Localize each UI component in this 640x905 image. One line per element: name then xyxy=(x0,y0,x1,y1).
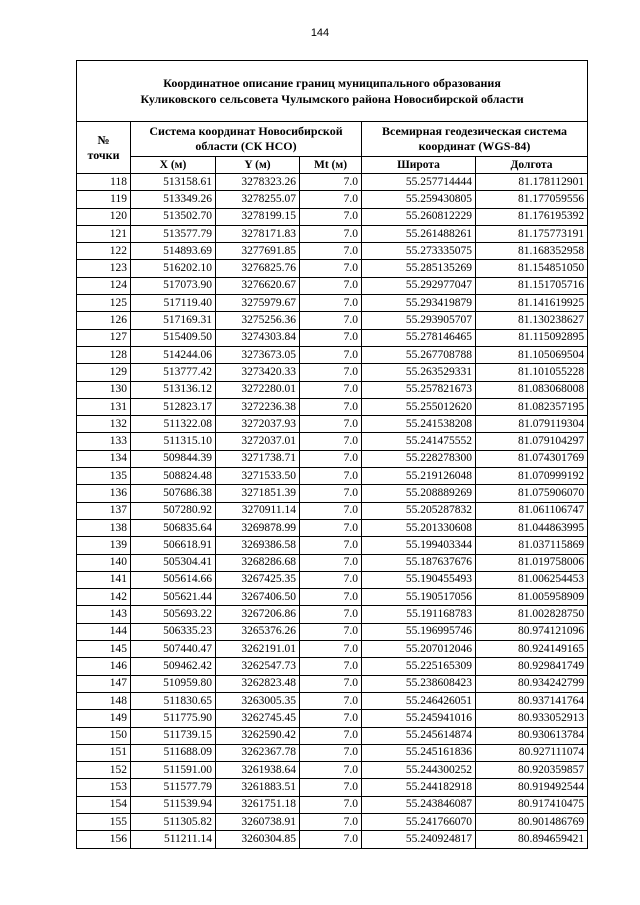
mt-cell: 7.0 xyxy=(300,606,362,623)
longitude-cell: 80.937141764 xyxy=(476,692,588,709)
header-y: Y (м) xyxy=(216,157,300,174)
x-cell: 509844.39 xyxy=(131,450,216,467)
table-row xyxy=(77,485,588,502)
point-number-cell: 127 xyxy=(77,329,131,346)
longitude-cell: 81.178112901 xyxy=(476,174,588,191)
longitude-cell: 81.082357195 xyxy=(476,398,588,415)
longitude-cell: 81.168352958 xyxy=(476,243,588,260)
point-number-cell: 146 xyxy=(77,658,131,675)
latitude-cell: 55.205287832 xyxy=(362,502,476,519)
x-cell: 513158.61 xyxy=(131,174,216,191)
x-cell: 510959.80 xyxy=(131,675,216,692)
point-number-cell: 138 xyxy=(77,519,131,536)
header-mt: Mt (м) xyxy=(300,157,362,174)
x-cell: 512823.17 xyxy=(131,398,216,415)
point-number-cell: 132 xyxy=(77,416,131,433)
mt-cell: 7.0 xyxy=(300,537,362,554)
x-cell: 509462.42 xyxy=(131,658,216,675)
y-cell: 3267406.50 xyxy=(216,589,300,606)
header-longitude: Долгота xyxy=(476,157,588,174)
mt-cell: 7.0 xyxy=(300,225,362,242)
table-row xyxy=(77,692,588,709)
latitude-cell: 55.191168783 xyxy=(362,606,476,623)
y-cell: 3268286.68 xyxy=(216,554,300,571)
point-number-cell: 150 xyxy=(77,727,131,744)
x-cell: 517073.90 xyxy=(131,277,216,294)
mt-cell: 7.0 xyxy=(300,571,362,588)
y-cell: 3272037.01 xyxy=(216,433,300,450)
mt-cell: 7.0 xyxy=(300,174,362,191)
mt-cell: 7.0 xyxy=(300,623,362,640)
latitude-cell: 55.187637676 xyxy=(362,554,476,571)
x-cell: 511322.08 xyxy=(131,416,216,433)
point-number-cell: 122 xyxy=(77,243,131,260)
mt-cell: 7.0 xyxy=(300,243,362,260)
x-cell: 513777.42 xyxy=(131,364,216,381)
latitude-cell: 55.267708788 xyxy=(362,346,476,363)
y-cell: 3275256.36 xyxy=(216,312,300,329)
mt-cell: 7.0 xyxy=(300,727,362,744)
table-row xyxy=(77,243,588,260)
table-row xyxy=(77,571,588,588)
point-number-cell: 140 xyxy=(77,554,131,571)
y-cell: 3271738.71 xyxy=(216,450,300,467)
y-cell: 3273420.33 xyxy=(216,364,300,381)
mt-cell: 7.0 xyxy=(300,468,362,485)
y-cell: 3276620.67 xyxy=(216,277,300,294)
table-row xyxy=(77,208,588,225)
longitude-cell: 80.929841749 xyxy=(476,658,588,675)
point-number-cell: 139 xyxy=(77,537,131,554)
longitude-cell: 81.074301769 xyxy=(476,450,588,467)
x-cell: 505621.44 xyxy=(131,589,216,606)
table-row xyxy=(77,502,588,519)
table-row xyxy=(77,329,588,346)
x-cell: 517169.31 xyxy=(131,312,216,329)
point-number-cell: 156 xyxy=(77,831,131,848)
latitude-cell: 55.201330608 xyxy=(362,519,476,536)
y-cell: 3265376.26 xyxy=(216,623,300,640)
x-cell: 508824.48 xyxy=(131,468,216,485)
x-cell: 513349.26 xyxy=(131,191,216,208)
latitude-cell: 55.261488261 xyxy=(362,225,476,242)
y-cell: 3262191.01 xyxy=(216,641,300,658)
x-cell: 511539.94 xyxy=(131,796,216,813)
y-cell: 3274303.84 xyxy=(216,329,300,346)
longitude-cell: 81.130238627 xyxy=(476,312,588,329)
table-row xyxy=(77,191,588,208)
y-cell: 3260738.91 xyxy=(216,813,300,830)
x-cell: 506835.64 xyxy=(131,519,216,536)
mt-cell: 7.0 xyxy=(300,796,362,813)
x-cell: 511577.79 xyxy=(131,779,216,796)
mt-cell: 7.0 xyxy=(300,295,362,312)
x-cell: 511305.82 xyxy=(131,813,216,830)
point-number-cell: 137 xyxy=(77,502,131,519)
mt-cell: 7.0 xyxy=(300,346,362,363)
point-number-cell: 135 xyxy=(77,468,131,485)
x-cell: 511830.65 xyxy=(131,692,216,709)
mt-cell: 7.0 xyxy=(300,710,362,727)
table-row xyxy=(77,260,588,277)
longitude-cell: 80.930613784 xyxy=(476,727,588,744)
table-row xyxy=(77,537,588,554)
mt-cell: 7.0 xyxy=(300,260,362,277)
mt-cell: 7.0 xyxy=(300,589,362,606)
title-line-2: Куликовского сельсовета Чулымского района Новосибирской области xyxy=(140,92,524,106)
latitude-cell: 55.278146465 xyxy=(362,329,476,346)
y-cell: 3269386.58 xyxy=(216,537,300,554)
point-number-cell: 128 xyxy=(77,346,131,363)
longitude-cell: 81.101055228 xyxy=(476,364,588,381)
y-cell: 3269878.99 xyxy=(216,519,300,536)
mt-cell: 7.0 xyxy=(300,381,362,398)
longitude-cell: 81.079104297 xyxy=(476,433,588,450)
longitude-cell: 80.934242799 xyxy=(476,675,588,692)
y-cell: 3262590.42 xyxy=(216,727,300,744)
longitude-cell: 81.044863995 xyxy=(476,519,588,536)
longitude-cell: 81.005958909 xyxy=(476,589,588,606)
table-row xyxy=(77,762,588,779)
point-number-cell: 125 xyxy=(77,295,131,312)
mt-cell: 7.0 xyxy=(300,364,362,381)
latitude-cell: 55.257821673 xyxy=(362,381,476,398)
header-latitude: Широта xyxy=(362,157,476,174)
latitude-cell: 55.245161836 xyxy=(362,744,476,761)
mt-cell: 7.0 xyxy=(300,779,362,796)
point-number-cell: 124 xyxy=(77,277,131,294)
longitude-cell: 80.974121096 xyxy=(476,623,588,640)
latitude-cell: 55.245614874 xyxy=(362,727,476,744)
latitude-cell: 55.207012046 xyxy=(362,641,476,658)
mt-cell: 7.0 xyxy=(300,433,362,450)
latitude-cell: 55.244182918 xyxy=(362,779,476,796)
mt-cell: 7.0 xyxy=(300,312,362,329)
point-number-cell: 136 xyxy=(77,485,131,502)
table-row xyxy=(77,519,588,536)
longitude-cell: 80.927111074 xyxy=(476,744,588,761)
longitude-cell: 81.061106747 xyxy=(476,502,588,519)
y-cell: 3277691.85 xyxy=(216,243,300,260)
table-row xyxy=(77,450,588,467)
longitude-cell: 81.105069504 xyxy=(476,346,588,363)
point-number-cell: 134 xyxy=(77,450,131,467)
x-cell: 505304.41 xyxy=(131,554,216,571)
mt-cell: 7.0 xyxy=(300,416,362,433)
longitude-cell: 81.006254453 xyxy=(476,571,588,588)
y-cell: 3278199.15 xyxy=(216,208,300,225)
latitude-cell: 55.246426051 xyxy=(362,692,476,709)
latitude-cell: 55.244300252 xyxy=(362,762,476,779)
point-number-cell: 141 xyxy=(77,571,131,588)
table-row xyxy=(77,658,588,675)
longitude-cell: 81.019758006 xyxy=(476,554,588,571)
x-cell: 507686.38 xyxy=(131,485,216,502)
y-cell: 3271533.50 xyxy=(216,468,300,485)
coordinates-table xyxy=(76,60,588,849)
longitude-cell: 80.924149165 xyxy=(476,641,588,658)
table-row xyxy=(77,174,588,191)
table-row xyxy=(77,813,588,830)
y-cell: 3263005.35 xyxy=(216,692,300,709)
longitude-cell: 81.037115869 xyxy=(476,537,588,554)
table-row xyxy=(77,225,588,242)
x-cell: 516202.10 xyxy=(131,260,216,277)
table-row xyxy=(77,277,588,294)
longitude-cell: 81.083068008 xyxy=(476,381,588,398)
mt-cell: 7.0 xyxy=(300,502,362,519)
table-row xyxy=(77,468,588,485)
mt-cell: 7.0 xyxy=(300,744,362,761)
x-cell: 511211.14 xyxy=(131,831,216,848)
x-cell: 517119.40 xyxy=(131,295,216,312)
longitude-cell: 81.070999192 xyxy=(476,468,588,485)
table-row xyxy=(77,416,588,433)
latitude-cell: 55.208889269 xyxy=(362,485,476,502)
y-cell: 3278323.26 xyxy=(216,174,300,191)
x-cell: 513577.79 xyxy=(131,225,216,242)
mt-cell: 7.0 xyxy=(300,191,362,208)
table-row xyxy=(77,675,588,692)
latitude-cell: 55.273335075 xyxy=(362,243,476,260)
point-number-cell: 118 xyxy=(77,174,131,191)
latitude-cell: 55.243846087 xyxy=(362,796,476,813)
mt-cell: 7.0 xyxy=(300,675,362,692)
y-cell: 3260304.85 xyxy=(216,831,300,848)
mt-cell: 7.0 xyxy=(300,450,362,467)
latitude-cell: 55.219126048 xyxy=(362,468,476,485)
x-cell: 507280.92 xyxy=(131,502,216,519)
y-cell: 3267206.86 xyxy=(216,606,300,623)
point-number-cell: 120 xyxy=(77,208,131,225)
latitude-cell: 55.241475552 xyxy=(362,433,476,450)
longitude-cell: 80.920359857 xyxy=(476,762,588,779)
latitude-cell: 55.245941016 xyxy=(362,710,476,727)
y-cell: 3272280.01 xyxy=(216,381,300,398)
mt-cell: 7.0 xyxy=(300,831,362,848)
y-cell: 3272037.93 xyxy=(216,416,300,433)
point-number-cell: 152 xyxy=(77,762,131,779)
table-row xyxy=(77,312,588,329)
longitude-cell: 81.075906070 xyxy=(476,485,588,502)
latitude-cell: 55.238608423 xyxy=(362,675,476,692)
mt-cell: 7.0 xyxy=(300,813,362,830)
y-cell: 3278255.07 xyxy=(216,191,300,208)
latitude-cell: 55.263529331 xyxy=(362,364,476,381)
y-cell: 3262745.45 xyxy=(216,710,300,727)
table-row xyxy=(77,346,588,363)
latitude-cell: 55.241766070 xyxy=(362,813,476,830)
longitude-cell: 80.919492544 xyxy=(476,779,588,796)
mt-cell: 7.0 xyxy=(300,329,362,346)
longitude-cell: 80.894659421 xyxy=(476,831,588,848)
y-cell: 3273673.05 xyxy=(216,346,300,363)
table-row xyxy=(77,623,588,640)
point-number-cell: 145 xyxy=(77,641,131,658)
longitude-cell: 81.177059556 xyxy=(476,191,588,208)
y-cell: 3262547.73 xyxy=(216,658,300,675)
latitude-cell: 55.190517056 xyxy=(362,589,476,606)
mt-cell: 7.0 xyxy=(300,692,362,709)
table-row xyxy=(77,744,588,761)
y-cell: 3271851.39 xyxy=(216,485,300,502)
latitude-cell: 55.292977047 xyxy=(362,277,476,294)
header-x: X (м) xyxy=(131,157,216,174)
x-cell: 513502.70 xyxy=(131,208,216,225)
latitude-cell: 55.285135269 xyxy=(362,260,476,277)
table-row xyxy=(77,433,588,450)
x-cell: 511591.00 xyxy=(131,762,216,779)
table-row xyxy=(77,710,588,727)
longitude-cell: 81.141619925 xyxy=(476,295,588,312)
table-row xyxy=(77,831,588,848)
x-cell: 505693.22 xyxy=(131,606,216,623)
mt-cell: 7.0 xyxy=(300,554,362,571)
x-cell: 505614.66 xyxy=(131,571,216,588)
y-cell: 3261883.51 xyxy=(216,779,300,796)
point-number-cell: 155 xyxy=(77,813,131,830)
point-number-cell: 151 xyxy=(77,744,131,761)
y-cell: 3278171.83 xyxy=(216,225,300,242)
table-row xyxy=(77,381,588,398)
table-row xyxy=(77,589,588,606)
point-number-cell: 130 xyxy=(77,381,131,398)
latitude-cell: 55.293905707 xyxy=(362,312,476,329)
mt-cell: 7.0 xyxy=(300,658,362,675)
latitude-cell: 55.196995746 xyxy=(362,623,476,640)
x-cell: 514244.06 xyxy=(131,346,216,363)
longitude-cell: 81.175773191 xyxy=(476,225,588,242)
mt-cell: 7.0 xyxy=(300,519,362,536)
mt-cell: 7.0 xyxy=(300,398,362,415)
point-number-cell: 121 xyxy=(77,225,131,242)
table-row xyxy=(77,796,588,813)
point-number-cell: 126 xyxy=(77,312,131,329)
y-cell: 3270911.14 xyxy=(216,502,300,519)
y-cell: 3276825.76 xyxy=(216,260,300,277)
table-row xyxy=(77,554,588,571)
latitude-cell: 55.257714444 xyxy=(362,174,476,191)
latitude-cell: 55.190455493 xyxy=(362,571,476,588)
x-cell: 511775.90 xyxy=(131,710,216,727)
table-body xyxy=(77,174,588,849)
point-number-cell: 149 xyxy=(77,710,131,727)
latitude-cell: 55.228278300 xyxy=(362,450,476,467)
latitude-cell: 55.240924817 xyxy=(362,831,476,848)
table-row xyxy=(77,641,588,658)
table-title xyxy=(77,61,588,122)
point-number-cell: 133 xyxy=(77,433,131,450)
y-cell: 3262367.78 xyxy=(216,744,300,761)
y-cell: 3272236.38 xyxy=(216,398,300,415)
table-row xyxy=(77,727,588,744)
y-cell: 3261751.18 xyxy=(216,796,300,813)
point-number-cell: 129 xyxy=(77,364,131,381)
longitude-cell: 81.176195392 xyxy=(476,208,588,225)
point-number-cell: 142 xyxy=(77,589,131,606)
longitude-cell: 81.151705716 xyxy=(476,277,588,294)
x-cell: 513136.12 xyxy=(131,381,216,398)
y-cell: 3267425.35 xyxy=(216,571,300,588)
longitude-cell: 81.079119304 xyxy=(476,416,588,433)
header-nso-system: Система координат Новосибирской области (СК НСО) xyxy=(131,122,362,157)
x-cell: 511688.09 xyxy=(131,744,216,761)
mt-cell: 7.0 xyxy=(300,277,362,294)
mt-cell: 7.0 xyxy=(300,485,362,502)
latitude-cell: 55.199403344 xyxy=(362,537,476,554)
x-cell: 506335.23 xyxy=(131,623,216,640)
mt-cell: 7.0 xyxy=(300,641,362,658)
x-cell: 515409.50 xyxy=(131,329,216,346)
table-row xyxy=(77,295,588,312)
y-cell: 3261938.64 xyxy=(216,762,300,779)
page-number: 144 xyxy=(310,27,330,39)
longitude-cell: 81.115092895 xyxy=(476,329,588,346)
mt-cell: 7.0 xyxy=(300,208,362,225)
point-number-cell: 119 xyxy=(77,191,131,208)
x-cell: 507440.47 xyxy=(131,641,216,658)
point-number-cell: 143 xyxy=(77,606,131,623)
table-row xyxy=(77,779,588,796)
point-number-cell: 148 xyxy=(77,692,131,709)
header-point-number: № точки xyxy=(77,122,131,174)
latitude-cell: 55.260812229 xyxy=(362,208,476,225)
longitude-cell: 81.002828750 xyxy=(476,606,588,623)
latitude-cell: 55.241538208 xyxy=(362,416,476,433)
longitude-cell: 80.917410475 xyxy=(476,796,588,813)
point-number-cell: 153 xyxy=(77,779,131,796)
x-cell: 511315.10 xyxy=(131,433,216,450)
latitude-cell: 55.293419879 xyxy=(362,295,476,312)
mt-cell: 7.0 xyxy=(300,762,362,779)
longitude-cell: 81.154851050 xyxy=(476,260,588,277)
point-number-cell: 154 xyxy=(77,796,131,813)
header-wgs-system: Всемирная геодезическая система координат (WGS-84) xyxy=(362,122,588,157)
latitude-cell: 55.255012620 xyxy=(362,398,476,415)
point-number-cell: 131 xyxy=(77,398,131,415)
table-row xyxy=(77,364,588,381)
table-row xyxy=(77,398,588,415)
table-row xyxy=(77,606,588,623)
point-number-cell: 144 xyxy=(77,623,131,640)
latitude-cell: 55.259430805 xyxy=(362,191,476,208)
title-line-1: Координатное описание границ муниципального образования xyxy=(163,76,501,90)
longitude-cell: 80.933052913 xyxy=(476,710,588,727)
x-cell: 511739.15 xyxy=(131,727,216,744)
longitude-cell: 80.901486769 xyxy=(476,813,588,830)
y-cell: 3275979.67 xyxy=(216,295,300,312)
latitude-cell: 55.225165309 xyxy=(362,658,476,675)
x-cell: 506618.91 xyxy=(131,537,216,554)
point-number-cell: 147 xyxy=(77,675,131,692)
x-cell: 514893.69 xyxy=(131,243,216,260)
point-number-cell: 123 xyxy=(77,260,131,277)
y-cell: 3262823.48 xyxy=(216,675,300,692)
